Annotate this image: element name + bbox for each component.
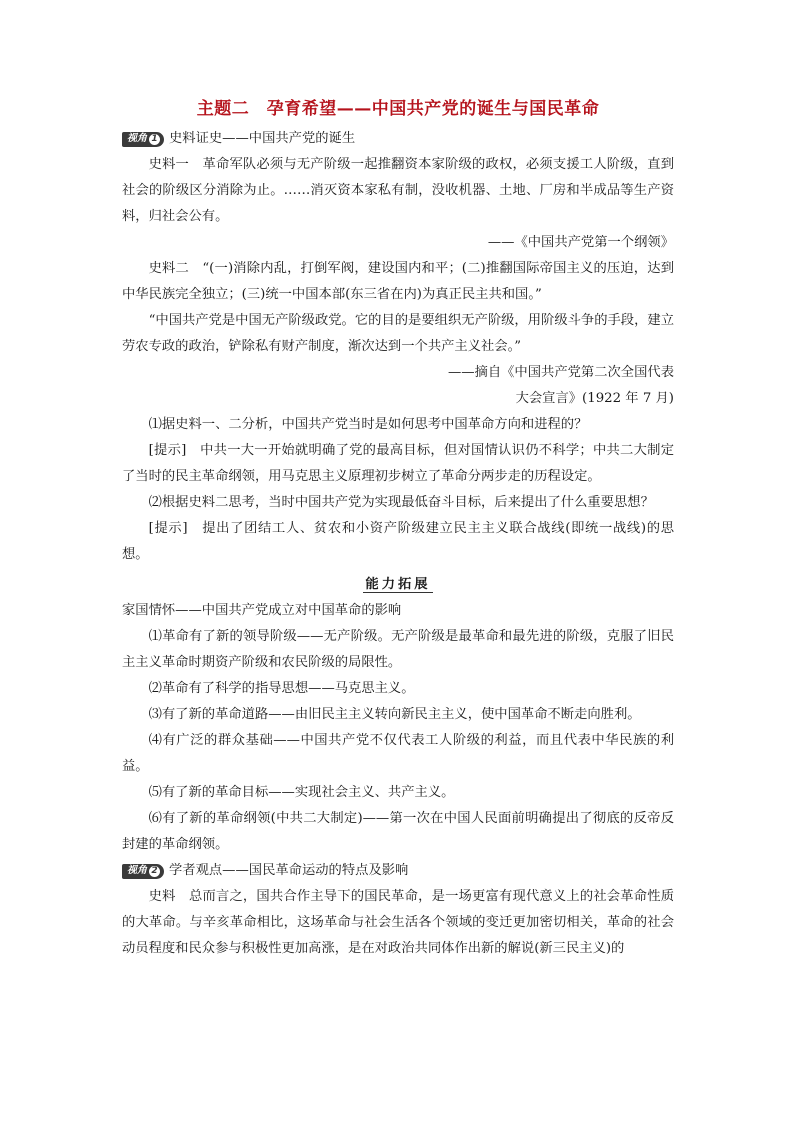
ability-heading: 能力拓展 — [365, 577, 431, 592]
source2-citation-line2: 大会宣言》(1922 年 7 月) — [515, 391, 674, 406]
document-content — [122, 96, 674, 962]
question-2: ⑵根据史料二思考，当时中国共产党为实现最低奋斗目标，后来提出了什么重要思想？ — [148, 495, 654, 510]
ability-item: ⑸有了新的革命目标——实现社会主义、共产主义。 — [148, 785, 455, 800]
view-badge-icon: 视角 2 — [122, 864, 164, 879]
ability-item: ⑴革命有了新的领导阶级——无产阶级。无产阶级是最革命和最先进的阶级，克服了旧民主主义革命时期资产阶级和农民阶级的局限性。 — [122, 629, 674, 670]
answer-1: [提示] 中共一大一开始就明确了党的最高目标，但对国情认识仍不科学；中共二大制定了当时的民主革命纲领，用马克思主义原理初步树立了革命分两步走的历程设定。 — [122, 443, 674, 484]
ability-item: ⑹有了新的革命纲领(中共二大制定)——第一次在中国人民面前明确提出了彻底的反帝反封建的革命纲领。 — [122, 811, 674, 852]
source2-citation-line1: ——摘自《中国共产党第二次全国代表 — [447, 365, 674, 380]
question-1: ⑴据史料一、二分析，中国共产党当时是如何思考中国革命方向和进程的？ — [148, 417, 588, 432]
view-badge-icon: 视角 1 — [122, 132, 164, 147]
ability-item: ⑷有广泛的群众基础——中国共产党不仅代表工人阶级的利益，而且代表中华民族的利益。 — [122, 733, 674, 774]
source1-citation: ——《中国共产党第一个纲领》 — [487, 235, 674, 250]
ability-item: ⑶有了新的革命道路——由旧民主主义转向新民主主义，使中国革命不断走向胜利。 — [148, 707, 641, 722]
source2a-text: 史料二 “(一)消除内乱，打倒军阀，建设国内和平；(二)推翻国际帝国主义的压迫，达到中华民族完全独立；(三)统一中国本部(东三省在内)为真正民主共和国。” — [122, 261, 674, 302]
ability-intro: 家国情怀——中国共产党成立对中国革命的影响 — [122, 603, 402, 618]
answer-2: [提示] 提出了团结工人、贫农和小资产阶级建立民主主义联合战线(即统一战线)的思想。 — [122, 521, 674, 562]
view2-section-header — [122, 858, 674, 884]
page-title: 主题二 孕育希望——中国共产党的诞生与国民革命 — [196, 99, 600, 119]
view1-section-header — [122, 126, 674, 152]
ability-item: ⑵革命有了科学的指导思想——马克思主义。 — [148, 681, 415, 696]
source1-text: 史料一 革命军队必须与无产阶级一起推翻资本家阶级的政权，必须支援工人阶级，直到社会的阶级区分消除为止。……消灭资本家私有制，没收机器、土地、厂房和半成品等生产资料，归社会公有。 — [122, 157, 674, 224]
view2-heading: 学者观点——国民革命运动的特点及影响 — [169, 863, 409, 878]
source2b-text: “中国共产党是中国无产阶级政党。它的目的是要组织无产阶级，用阶级斗争的手段，建立劳农专政的政治，铲除私有财产制度，渐次达到一个共产主义社会。” — [122, 313, 674, 354]
view2-source-text: 史料 总而言之，国共合作主导下的国民革命，是一场更富有现代意义上的社会革命性质的大革命。与辛亥革命相比，这场革命与社会生活各个领域的变迁更加密切相关，革命的社会动员程度和民众参与积极性更加高涨，是在对政治共同体作出新的解说(新三民主义)的 — [122, 889, 674, 956]
view1-heading: 史料证史——中国共产党的诞生 — [169, 131, 356, 146]
